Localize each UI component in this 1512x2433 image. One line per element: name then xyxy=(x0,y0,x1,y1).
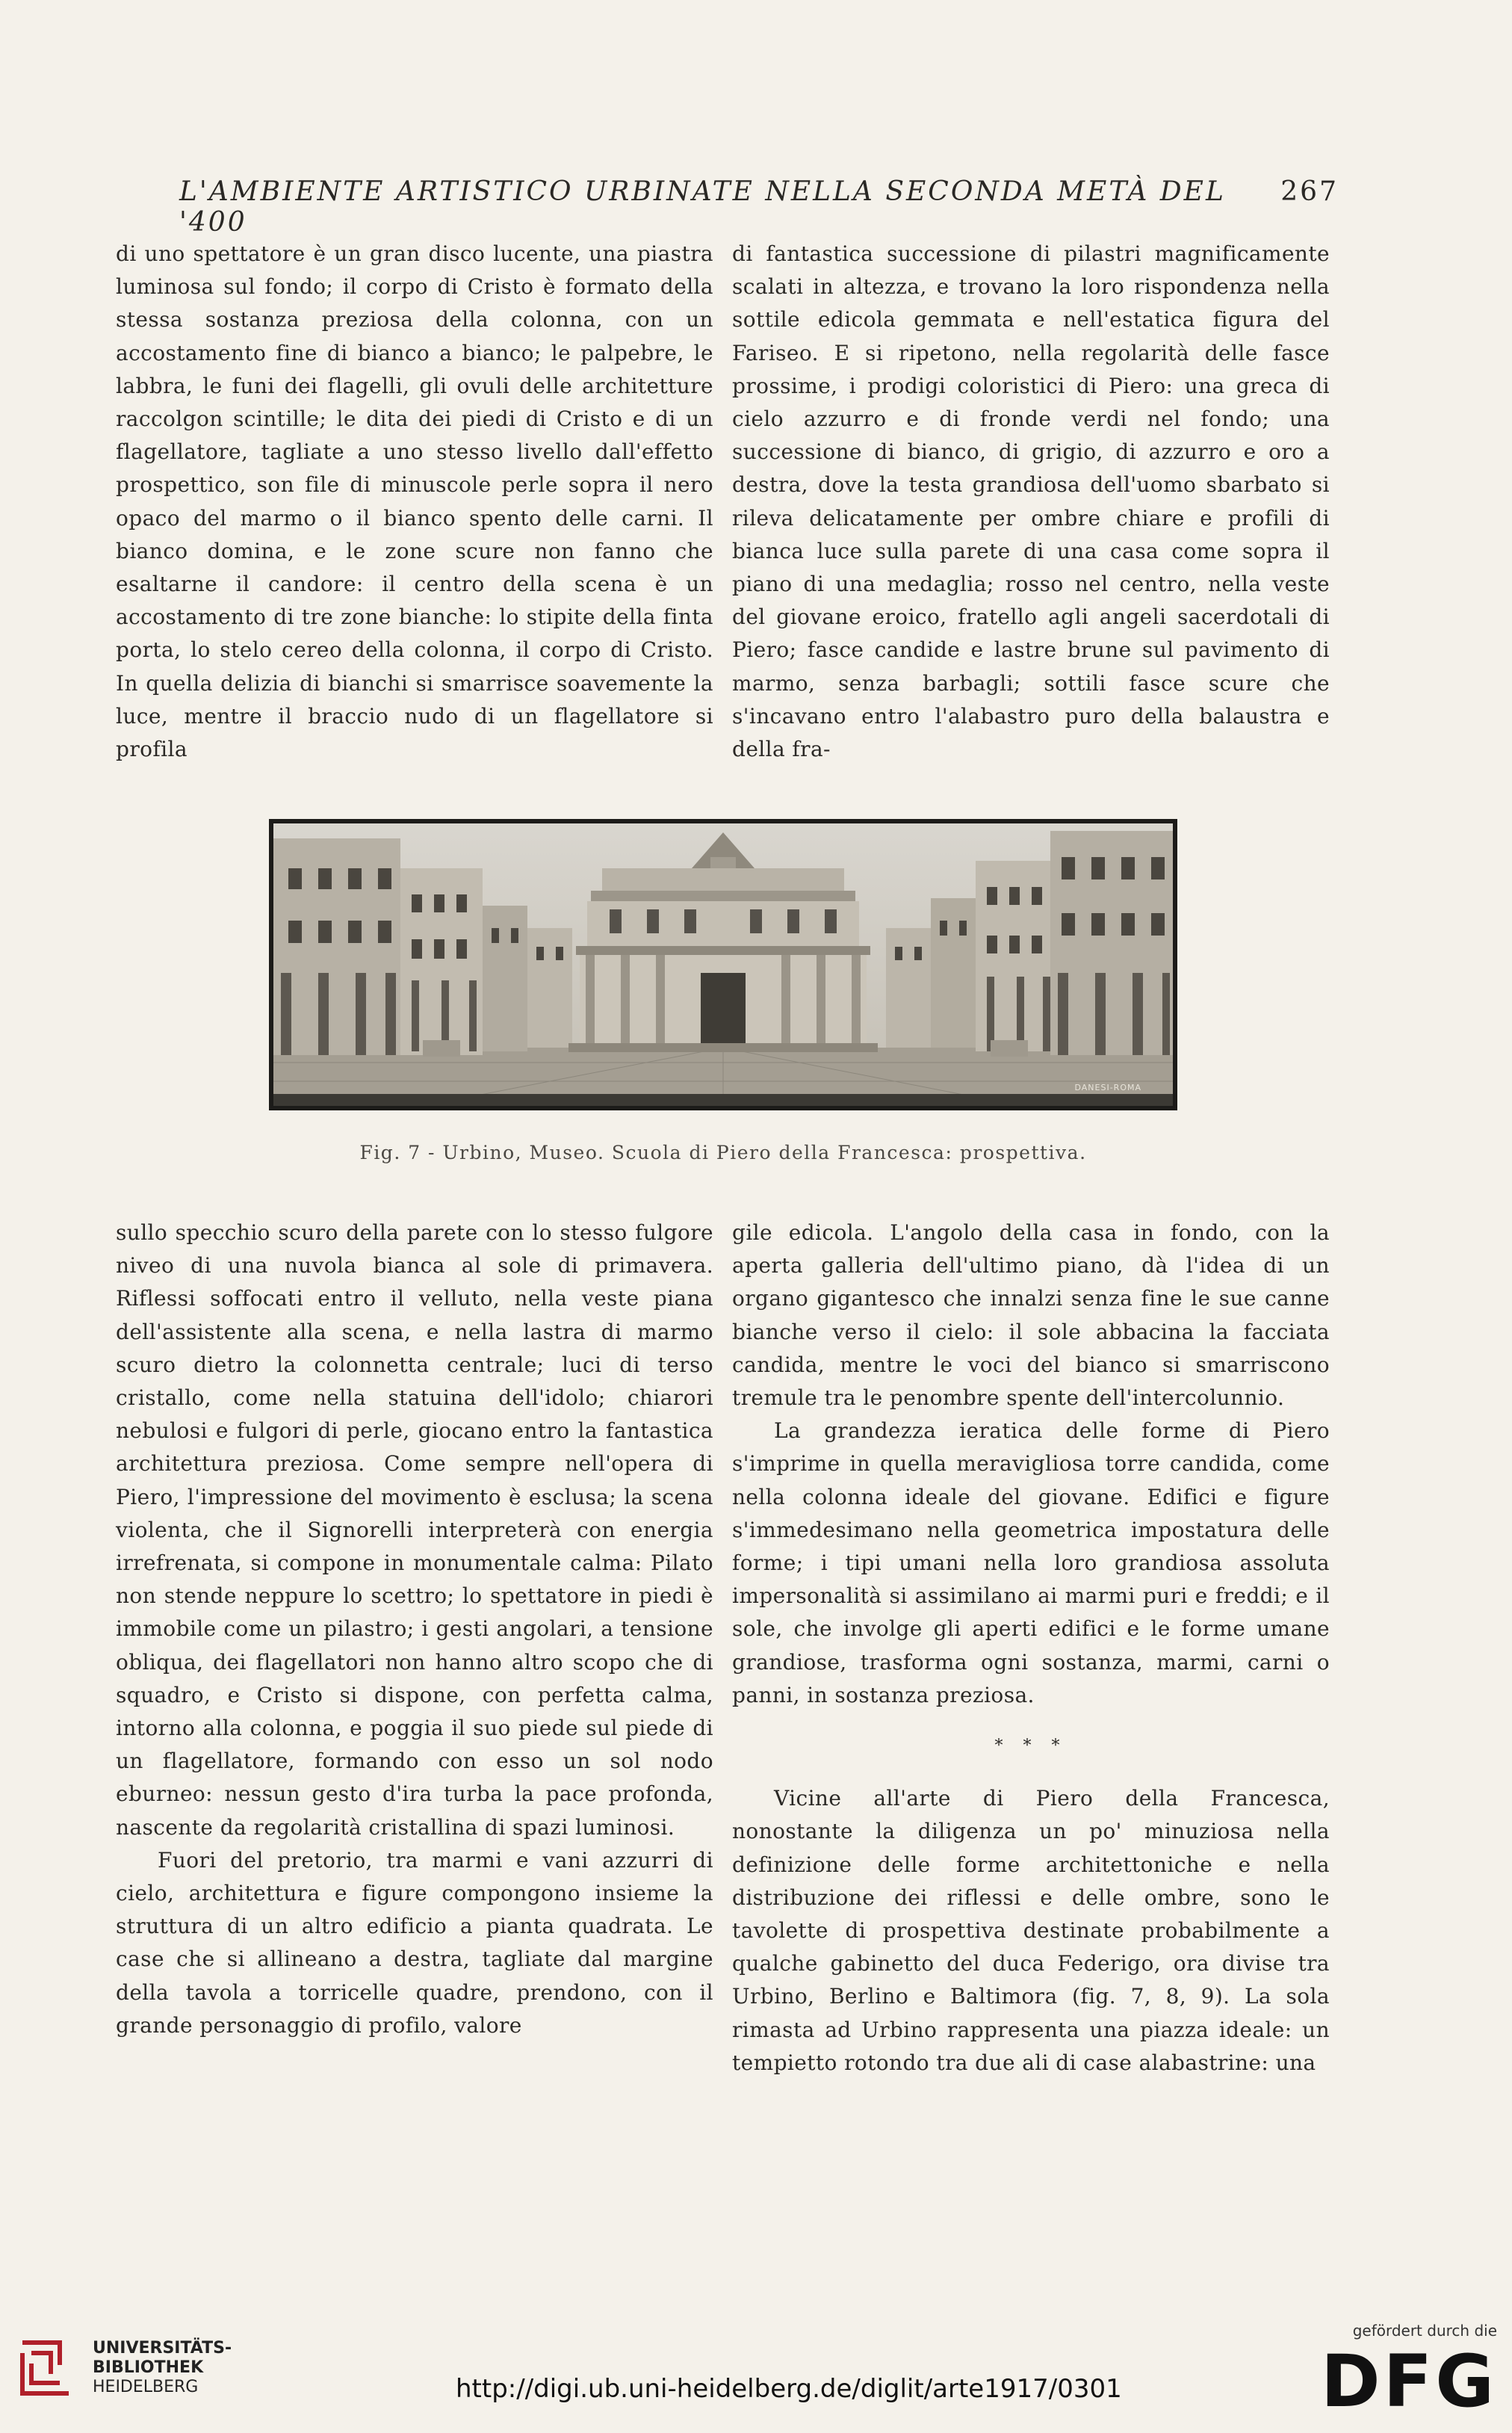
funder-logo[interactable] xyxy=(1320,2322,1497,2423)
paragraph: La grandezza ieratica delle forme di Piero s'imprime in quella meravigliosa torre candida, come nella colonna ideale del giovane. Edifici e figure s'immedesimano nella geometrica impostatura delle forme; i tipi umani nella loro grandiosa assoluta impersonalità si assimilano ai marmi puri e freddi; e il sole, che involge gli aperti edifici e le forme umane grandiose, trasforma ogni sostanza, marmi, carni o panni, in sostanza preziosa. xyxy=(732,1418,1330,1707)
figure-caption: Fig. 7 - Urbino, Museo. Scuola di Piero della Francesca: prospettiva. xyxy=(359,1142,1087,1163)
page-number: 267 xyxy=(1280,176,1339,207)
column-bottom-right xyxy=(732,1216,1330,2080)
figure-ideal-city-painting xyxy=(269,819,1177,1110)
funder-text: gefördert durch die xyxy=(1352,2322,1497,2340)
library-emblem-icon xyxy=(15,2335,76,2401)
permalink-url[interactable]: http://digi.ub.uni-heidelberg.de/diglit/arte1917/0301 xyxy=(456,2374,1122,2404)
library-logo[interactable] xyxy=(15,2335,232,2401)
running-header xyxy=(179,176,1339,238)
ideal-city-image xyxy=(273,823,1173,1106)
column-top-right xyxy=(732,238,1330,766)
paragraph: di uno spettatore è un gran disco lucente, una piastra luminosa sul fondo; il corpo di Cristo è formato della stessa sostanza preziosa della colonna, con un accostamento fine di bianco a bianco; le palpebre, le labbra, le funi dei flagelli, gli ovuli delle architetture raccolgon scintille; le dita dei piedi di Cristo e di un flagellatore, tagliate a uno stesso livello dall'effetto prospettico, son file di minuscole perle sopra il nero opaco del marmo o il bianco spento delle carni. Il bianco domina, e le zone scure non fanno che esaltarne il candore: il centro della scena è un accostamento di tre zone bianche: lo stipite della finta porta, lo stelo cereo della colonna, il corpo di Cristo. In quella delizia di bianchi si smarrisce soavemente la luce, mentre il braccio nudo di un flagellatore si profila xyxy=(116,241,713,762)
library-name-line1: UNIVERSITÄTS- xyxy=(93,2339,232,2358)
digitization-footer xyxy=(0,2313,1512,2433)
paragraph: di fantastica successione di pilastri magnificamente scalati in altezza, e trovano la loro rispondenza nella sottile edicola gemmata e nell'estatica figura del Fariseo. E si ripetono, nella regolarità delle fasce prossime, i prodigi coloristici di Piero: una greca di cielo azzurro e di fronde verdi nel fondo; una successione di bianco, di grigio, di azzurro e oro a destra, dove la testa grandiosa dell'uomo sbarbato si rileva delicatamente per ombre chiare e profili di bianca luce sulla parete di una casa come sopra il piano di una medaglia; rosso nel centro, nella veste del giovane eroico, fratello agli angeli sacerdotali di Piero; fasce candide e lastre brune sul pavimento di marmo, senza barbagli; sottili fasce scure che s'incavano entro l'alabastro puro della balaustra e della fra- xyxy=(732,241,1330,762)
paragraph: gile edicola. L'angolo della casa in fondo, con la aperta galleria dell'ultimo piano, dà l'idea di un organo gigantesco che innalzi senza fine le sue canne bianche verso il cielo: il sole abbacina la facciata candida, mentre le voci del bianco si smarriscono tremule tra le penombre spente dell'intercolunnio. xyxy=(732,1220,1330,1411)
library-name-line3: HEIDELBERG xyxy=(93,2378,199,2396)
column-bottom-left xyxy=(116,1216,713,2042)
section-separator: * * * xyxy=(994,1737,1068,1756)
library-name-line2: BIBLIOTHEK xyxy=(93,2358,204,2377)
paragraph: Fuori del pretorio, tra marmi e vani azzurri di cielo, architettura e figure compongono insieme la struttura di un altro edificio a pianta quadrata. Le case che si allineano a destra, tagliate dal margine della tavola a torricelle quadre, prendono, con il grande personaggio di profilo, valore xyxy=(116,1847,713,2038)
paragraph: sullo specchio scuro della parete con lo stesso fulgore niveo di una nuvola bianca al sole di primavera. Riflessi soffocati entro il velluto, nella veste piana dell'assistente alla scena, e nella lastra di marmo scuro dietro la colonnetta centrale; luci di terso cristallo, come nella statuina dell'idolo; chiarori nebulosi e fulgori di perle, giocano entro la fantastica architettura preziosa. Come sempre nell'opera di Piero, l'impressione del movimento è esclusa; la scena violenta, che il Signorelli interpreterà con energia irrefrenata, si compone in monumentale calma: Pilato non stende neppure lo scettro; lo spettatore in piedi è immobile come un pilastro; i gesti angolari, a tensione obliqua, dei flagellatori non hanno altro scopo che di squadro, e Cristo si dispone, con perfetta calma, intorno alla colonna, e poggia il suo piede sul piede di un flagellatore, formando con esso un sol nodo eburneo: nessun gesto d'ira turba la pace profonda, nascente da regolarità cristallina di spazi luminosi. xyxy=(116,1220,713,1840)
column-top-left xyxy=(116,238,713,766)
dfg-logo: DFG xyxy=(1320,2340,1497,2423)
paragraph: Vicine all'arte di Piero della Francesca, nonostante la diligenza un po' minuziosa nella definizione delle forme architettoniche e nella distribuzione dei riflessi e delle ombre, sono le tavolette di prospettiva destinate probabilmente a qualche gabinetto del duca Federigo, ora divise tra Urbino, Berlino e Baltimora (fig. 7, 8, 9). La sola rimasta ad Urbino rappresenta una piazza ideale: un tempietto rotondo tra due ali di case alabastrine: una xyxy=(732,1786,1330,2075)
photo-credit: DANESI-ROMA xyxy=(1074,1083,1141,1092)
running-title: L'AMBIENTE ARTISTICO URBINATE NELLA SECONDA METÀ DEL '400 xyxy=(179,176,1226,238)
